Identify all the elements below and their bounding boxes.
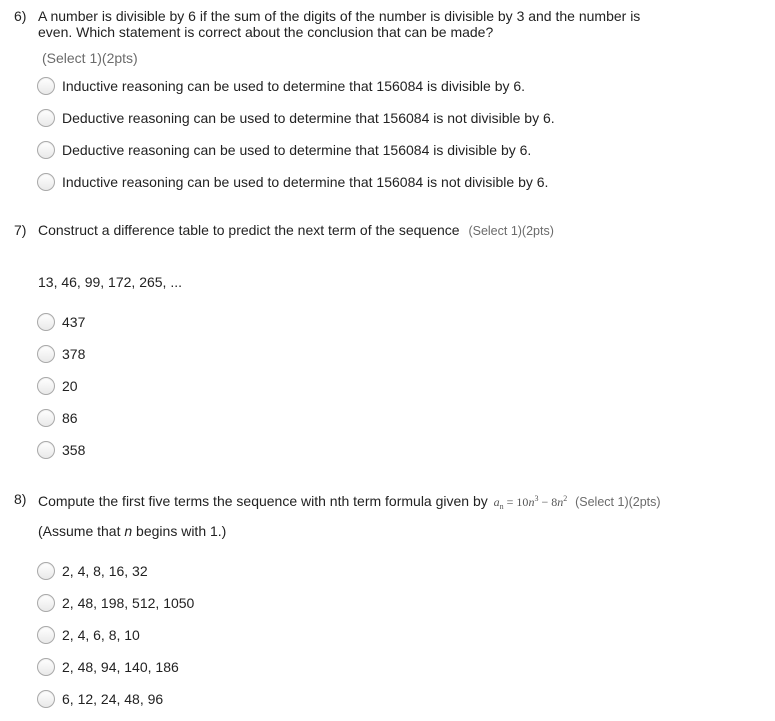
radio-button[interactable]: [37, 441, 55, 459]
question-text-main: Construct a difference table to predict the next term of the sequence: [38, 222, 460, 238]
option-label: 86: [62, 410, 78, 426]
radio-button[interactable]: [37, 562, 55, 580]
sequence-text: 13, 46, 99, 172, 265, ...: [38, 274, 182, 290]
option-label: Deductive reasoning can be used to determine that 156084 is not divisible by 6.: [62, 110, 555, 126]
points-meta: (Select 1)(2pts): [42, 50, 138, 66]
option-label: Inductive reasoning can be used to determine that 156084 is not divisible by 6.: [62, 174, 549, 190]
question-text: [38, 491, 661, 515]
option-label: Inductive reasoning can be used to determine that 156084 is divisible by 6.: [62, 78, 526, 94]
option-label: 6, 12, 24, 48, 96: [62, 691, 164, 707]
option-radio[interactable]: [37, 311, 85, 333]
formula-exp2: 2: [563, 494, 568, 503]
option-radio[interactable]: [37, 592, 194, 614]
radio-button[interactable]: [37, 626, 55, 644]
option-label: 2, 4, 8, 16, 32: [62, 563, 148, 579]
points-meta: (Select 1)(2pts): [575, 495, 661, 509]
option-label: 358: [62, 442, 86, 458]
radio-button[interactable]: [37, 77, 55, 95]
option-label: 2, 4, 6, 8, 10: [62, 627, 140, 643]
formula-lhs: a: [493, 495, 500, 509]
option-label: 2, 48, 94, 140, 186: [62, 659, 179, 675]
nth-term-formula: [494, 495, 568, 509]
formula-exp1: 3: [534, 494, 539, 503]
formula-var1: n: [528, 495, 535, 509]
question-text-main: Compute the first five terms the sequence with nth term formula given by: [38, 493, 488, 509]
radio-button[interactable]: [37, 141, 55, 159]
assumption-note: [38, 523, 226, 539]
radio-button[interactable]: [37, 109, 55, 127]
radio-button[interactable]: [37, 658, 55, 676]
option-radio[interactable]: [37, 624, 140, 646]
radio-button[interactable]: [37, 345, 55, 363]
option-radio[interactable]: [37, 375, 78, 397]
note-var: n: [124, 523, 133, 539]
formula-eq: = 10: [503, 495, 529, 509]
question-text-line-1: A number is divisible by 6 if the sum of the digits of the number is divisible by 3 and the number is: [38, 8, 641, 24]
option-radio[interactable]: [37, 656, 179, 678]
note-pre: (Assume that: [38, 523, 125, 539]
option-radio[interactable]: [37, 688, 163, 710]
radio-button[interactable]: [37, 594, 55, 612]
option-radio[interactable]: [37, 75, 525, 97]
option-radio[interactable]: [37, 439, 85, 461]
question-number: 7): [14, 222, 27, 238]
option-radio[interactable]: [37, 139, 531, 161]
question-text: [38, 8, 698, 40]
option-label: 20: [62, 378, 78, 394]
option-label: 378: [62, 346, 86, 362]
option-radio[interactable]: [37, 343, 85, 365]
note-post: begins with 1.): [132, 523, 227, 539]
option-radio[interactable]: [37, 407, 78, 429]
option-label: 437: [62, 314, 86, 330]
formula-minus: − 8: [538, 495, 558, 509]
option-radio[interactable]: [37, 107, 555, 129]
question-text-line-2: even. Which statement is correct about the conclusion that can be made?: [38, 24, 494, 40]
formula-lhs-sub: n: [499, 502, 504, 511]
option-radio[interactable]: [37, 171, 548, 193]
radio-button[interactable]: [37, 173, 55, 191]
option-label: 2, 48, 198, 512, 1050: [62, 595, 195, 611]
radio-button[interactable]: [37, 313, 55, 331]
points-meta: (Select 1)(2pts): [468, 224, 554, 238]
formula-var2: n: [557, 495, 564, 509]
radio-button[interactable]: [37, 690, 55, 708]
option-label: Deductive reasoning can be used to determine that 156084 is divisible by 6.: [62, 142, 532, 158]
question-number: 6): [14, 8, 27, 24]
question-text: [38, 222, 554, 239]
radio-button[interactable]: [37, 409, 55, 427]
question-number: 8): [14, 491, 27, 507]
option-radio[interactable]: [37, 560, 148, 582]
radio-button[interactable]: [37, 377, 55, 395]
